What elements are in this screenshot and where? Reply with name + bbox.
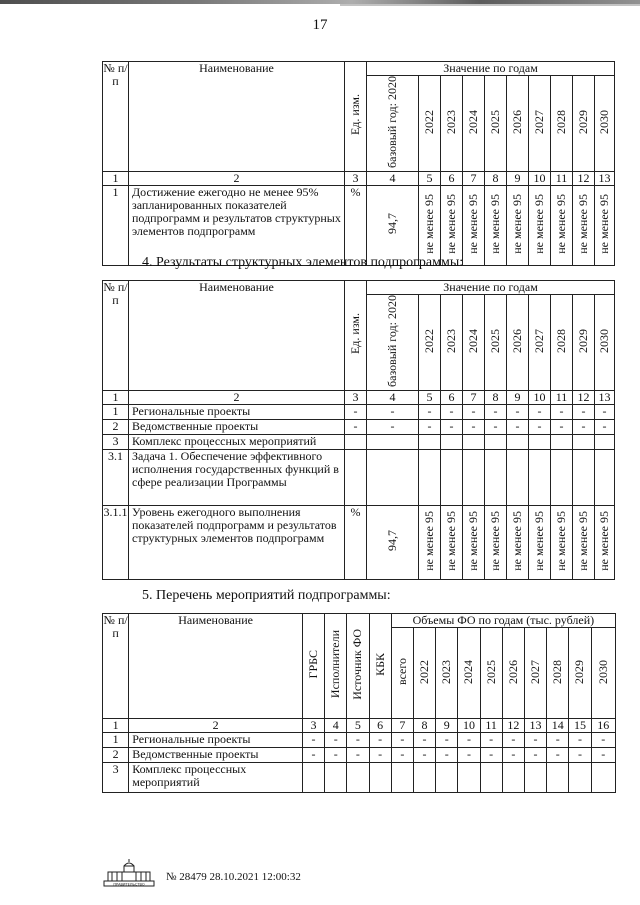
- col-number: 1: [103, 171, 129, 185]
- col-number: 16: [591, 719, 615, 733]
- dash-cell: -: [507, 404, 529, 419]
- col-number: 7: [463, 171, 485, 185]
- dash-cell: -: [502, 733, 524, 748]
- dash-cell: -: [345, 419, 367, 434]
- col-number: 2: [129, 719, 303, 733]
- col-number: 6: [441, 390, 463, 404]
- page-number: 17: [312, 17, 328, 33]
- dash-cell: -: [345, 404, 367, 419]
- col-number: 1: [103, 390, 129, 404]
- row-value: не менее 95: [507, 505, 529, 579]
- dash-cell: -: [325, 748, 347, 763]
- row-value: не менее 95: [441, 505, 463, 579]
- col-number: 11: [551, 390, 573, 404]
- row-unit: %: [345, 505, 367, 579]
- row-name: Ведомственные проекты: [129, 419, 345, 434]
- dash-cell: -: [595, 419, 615, 434]
- dash-cell: -: [573, 404, 595, 419]
- dash-cell: -: [551, 404, 573, 419]
- col-number: 10: [529, 171, 551, 185]
- header-name: Наименование: [129, 614, 303, 719]
- dash-cell: -: [441, 404, 463, 419]
- dash-cell: -: [524, 733, 546, 748]
- col-number: 12: [573, 390, 595, 404]
- header-year: 2022: [419, 76, 441, 172]
- row-value: не менее 95: [463, 505, 485, 579]
- dash-cell: -: [367, 419, 419, 434]
- table-row: [103, 733, 616, 748]
- row-name: Региональные проекты: [129, 404, 345, 419]
- header-year: 2025: [485, 76, 507, 172]
- col-number: 11: [480, 719, 502, 733]
- header-year: 2028: [547, 628, 569, 719]
- row-name: Достижение ежегодно не менее 95% запланированных показателей подпрограмм и результатов структурных элементов подпрограмм: [129, 185, 345, 265]
- header-num: № п/п: [103, 62, 129, 172]
- dash-cell: -: [551, 419, 573, 434]
- row-value: не менее 95: [419, 505, 441, 579]
- dash-cell: -: [367, 404, 419, 419]
- header-year: 2025: [485, 295, 507, 391]
- header-year: 2024: [463, 295, 485, 391]
- row-name: Ведомственные проекты: [129, 748, 303, 763]
- indicators-table: [102, 61, 615, 266]
- header-year: 2029: [573, 76, 595, 172]
- scan-edge-shadow: [340, 4, 640, 6]
- row-value: не менее 95: [463, 185, 485, 265]
- header-unit: Ед. изм.: [345, 281, 367, 391]
- col-number: 9: [436, 719, 458, 733]
- row-num: 1: [103, 404, 129, 419]
- dash-cell: -: [502, 748, 524, 763]
- row-num: 2: [103, 748, 129, 763]
- dash-cell: -: [529, 419, 551, 434]
- dash-cell: -: [419, 404, 441, 419]
- dash-cell: -: [369, 733, 391, 748]
- row-value: не менее 95: [573, 185, 595, 265]
- row-base-value: 94,7: [367, 185, 419, 265]
- col-number: 14: [547, 719, 569, 733]
- header-year: 2024: [463, 76, 485, 172]
- row-value: не менее 95: [419, 185, 441, 265]
- dash-cell: -: [547, 733, 569, 748]
- dash-cell: -: [485, 404, 507, 419]
- col-number: 8: [413, 719, 435, 733]
- row-unit: %: [345, 185, 367, 265]
- dash-cell: -: [480, 733, 502, 748]
- row-num: 3: [103, 763, 129, 793]
- dash-cell: -: [529, 404, 551, 419]
- dash-cell: -: [591, 748, 615, 763]
- col-number: 12: [573, 171, 595, 185]
- dash-cell: -: [413, 733, 435, 748]
- activities-table: [102, 613, 616, 793]
- header-base-year: базовый год: 2020: [367, 295, 419, 391]
- header-grbs: ГРБС: [302, 614, 324, 719]
- col-number: 1: [103, 719, 129, 733]
- header-year: 2023: [441, 295, 463, 391]
- row-value: не менее 95: [529, 505, 551, 579]
- col-number: 3: [345, 171, 367, 185]
- col-number: 10: [529, 390, 551, 404]
- col-number: 7: [391, 719, 413, 733]
- header-year: 2028: [551, 295, 573, 391]
- col-number: 3: [302, 719, 324, 733]
- dash-cell: -: [302, 748, 324, 763]
- header-volumes-by-year: Объемы ФО по годам (тыс. рублей): [391, 614, 615, 628]
- dash-cell: -: [591, 733, 615, 748]
- row-name: Комплекс процессных мероприятий: [129, 763, 303, 793]
- col-number: 4: [367, 390, 419, 404]
- row-num: 3: [103, 434, 129, 449]
- dash-cell: -: [458, 733, 480, 748]
- row-base-value: 94,7: [367, 505, 419, 579]
- header-year: 2029: [573, 295, 595, 391]
- header-kbk: КБК: [369, 614, 391, 719]
- header-year: 2026: [507, 295, 529, 391]
- header-year: 2030: [591, 628, 615, 719]
- header-year: 2022: [419, 295, 441, 391]
- col-number: 12: [502, 719, 524, 733]
- dash-cell: -: [441, 419, 463, 434]
- header-year: 2027: [529, 295, 551, 391]
- col-number: 5: [419, 390, 441, 404]
- row-value: не менее 95: [551, 185, 573, 265]
- header-year: 2029: [569, 628, 591, 719]
- dash-cell: -: [480, 748, 502, 763]
- col-number: 2: [129, 171, 345, 185]
- row-value: не менее 95: [551, 505, 573, 579]
- col-number: 8: [485, 390, 507, 404]
- col-number: 6: [441, 171, 463, 185]
- header-name: Наименование: [129, 281, 345, 391]
- dash-cell: -: [347, 748, 369, 763]
- header-total: всего: [391, 628, 413, 719]
- header-year: 2030: [595, 295, 615, 391]
- dash-cell: -: [458, 748, 480, 763]
- table-row: [103, 449, 615, 505]
- dash-cell: -: [413, 748, 435, 763]
- table-row: [103, 763, 616, 793]
- header-year: 2027: [529, 76, 551, 172]
- col-number: 13: [595, 171, 615, 185]
- dash-cell: -: [507, 419, 529, 434]
- column-number-row: [103, 171, 615, 185]
- header-name: Наименование: [129, 62, 345, 172]
- dash-cell: -: [569, 733, 591, 748]
- col-number: 4: [325, 719, 347, 733]
- header-executors: Исполнители: [325, 614, 347, 719]
- row-name: Задача 1. Обеспечение эффективного исполнения государственных функций в сфере реализации Программы: [129, 449, 345, 505]
- svg-text:ПРАВИТЕЛЬСТВО: ПРАВИТЕЛЬСТВО: [113, 882, 145, 886]
- row-value: не менее 95: [485, 505, 507, 579]
- col-number: 4: [367, 171, 419, 185]
- header-num: № п/п: [103, 614, 129, 719]
- row-value: не менее 95: [595, 505, 615, 579]
- section-4-title: 4. Результаты структурных элементов подпрограммы:: [142, 255, 464, 270]
- header-unit: Ед. изм.: [345, 62, 367, 172]
- row-num: 3.1.1: [103, 505, 129, 579]
- header-year: 2030: [595, 76, 615, 172]
- row-name: Региональные проекты: [129, 733, 303, 748]
- dash-cell: -: [463, 419, 485, 434]
- header-year: 2027: [524, 628, 546, 719]
- row-name: Комплекс процессных мероприятий: [129, 434, 345, 449]
- col-number: 13: [524, 719, 546, 733]
- col-number: 5: [419, 171, 441, 185]
- dash-cell: -: [436, 733, 458, 748]
- header-year: 2023: [441, 76, 463, 172]
- dash-cell: -: [524, 748, 546, 763]
- row-num: 3.1: [103, 449, 129, 505]
- row-value: не менее 95: [595, 185, 615, 265]
- row-value: не менее 95: [485, 185, 507, 265]
- table-row: [103, 434, 615, 449]
- emblem-caption: [104, 882, 154, 886]
- header-year: 2024: [458, 628, 480, 719]
- dash-cell: -: [302, 733, 324, 748]
- col-number: 10: [458, 719, 480, 733]
- registration-stamp: № 28479 28.10.2021 12:00:32: [166, 871, 301, 883]
- header-year: 2028: [551, 76, 573, 172]
- header-year: 2026: [502, 628, 524, 719]
- dash-cell: -: [436, 748, 458, 763]
- col-number: 13: [595, 390, 615, 404]
- dash-cell: -: [547, 748, 569, 763]
- table-row: [103, 404, 615, 419]
- col-number: 2: [129, 390, 345, 404]
- col-number: 8: [485, 171, 507, 185]
- header-funding-source: Источник ФО: [347, 614, 369, 719]
- header-year: 2023: [436, 628, 458, 719]
- col-number: 6: [369, 719, 391, 733]
- dash-cell: -: [347, 733, 369, 748]
- row-value: не менее 95: [573, 505, 595, 579]
- col-number: 3: [345, 390, 367, 404]
- header-values-by-year: Значение по годам: [367, 62, 615, 76]
- col-number: 15: [569, 719, 591, 733]
- header-base-year: базовый год: 2020: [367, 76, 419, 172]
- header-values-by-year: Значение по годам: [367, 281, 615, 295]
- row-value: не менее 95: [441, 185, 463, 265]
- dash-cell: -: [485, 419, 507, 434]
- table-row: [103, 748, 616, 763]
- header-year: 2026: [507, 76, 529, 172]
- dash-cell: -: [419, 419, 441, 434]
- header-num: № п/п: [103, 281, 129, 391]
- dash-cell: -: [391, 748, 413, 763]
- dash-cell: -: [325, 733, 347, 748]
- dash-cell: -: [391, 733, 413, 748]
- col-number: 11: [551, 171, 573, 185]
- column-number-row: [103, 390, 615, 404]
- dash-cell: -: [573, 419, 595, 434]
- column-number-row: [103, 719, 616, 733]
- section-5-title: 5. Перечень мероприятий подпрограммы:: [142, 588, 391, 603]
- col-number: 7: [463, 390, 485, 404]
- dash-cell: -: [595, 404, 615, 419]
- row-value: не менее 95: [529, 185, 551, 265]
- table-row: [103, 419, 615, 434]
- col-number: 9: [507, 171, 529, 185]
- table-row: [103, 505, 615, 579]
- dash-cell: -: [369, 748, 391, 763]
- col-number: 5: [347, 719, 369, 733]
- header-year: 2025: [480, 628, 502, 719]
- row-num: 1: [103, 185, 129, 265]
- dash-cell: -: [569, 748, 591, 763]
- table-row: [103, 185, 615, 265]
- row-num: 1: [103, 733, 129, 748]
- results-table: [102, 280, 615, 580]
- col-number: 9: [507, 390, 529, 404]
- dash-cell: -: [463, 404, 485, 419]
- header-year: 2022: [413, 628, 435, 719]
- row-name: Уровень ежегодного выполнения показателей подпрограмм и результатов структурных элементов подпрограмм: [129, 505, 345, 579]
- row-value: не менее 95: [507, 185, 529, 265]
- row-num: 2: [103, 419, 129, 434]
